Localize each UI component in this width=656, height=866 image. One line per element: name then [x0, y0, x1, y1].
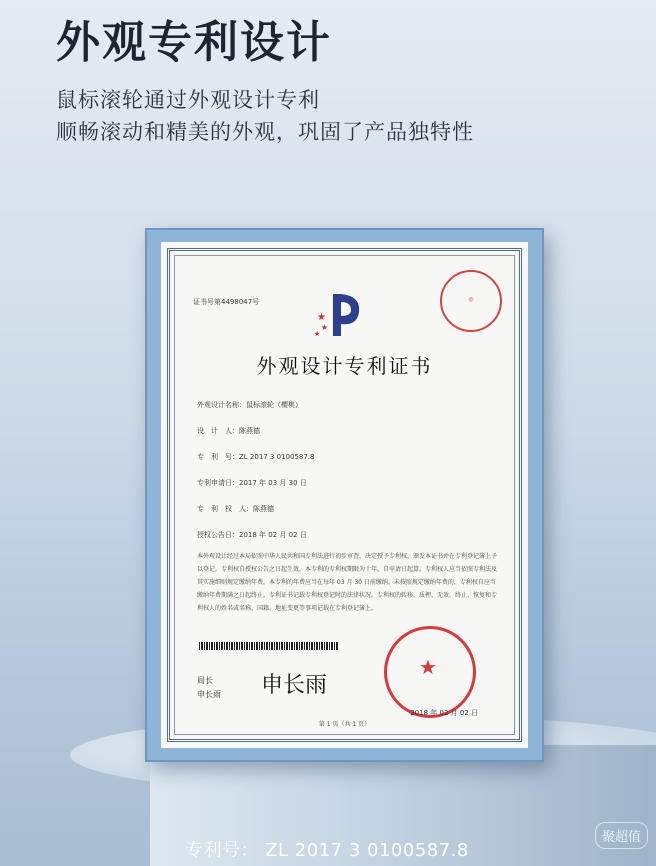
field-grant-date: 授权公告日：2018 年 02 月 02 日 [197, 531, 307, 539]
patent-office-logo-icon [311, 286, 371, 346]
certificate-title: 外观设计专利证书 [256, 354, 433, 378]
svg-text:★: ★ [314, 330, 321, 338]
cert-number: 证书号第4498047号 [193, 298, 260, 306]
field-patent-number: 专 利 号：ZL 2017 3 0100587.8 [197, 453, 315, 461]
barcode [199, 642, 339, 650]
top-seal-stamp: ◎ [440, 270, 502, 332]
seal-star-icon: ★ [419, 655, 437, 679]
patent-number-caption: 专利号： ZL 2017 3 0100587.8 [185, 840, 469, 861]
watermark-badge: 聚超值 [595, 822, 648, 849]
field-design-name: 外观设计名称：鼠标滚轮（樱桃） [197, 401, 302, 409]
svg-text:★: ★ [321, 323, 329, 332]
director-name: 申长雨 [197, 690, 221, 699]
field-application-date: 专利申请日：2017 年 03 月 30 日 [197, 479, 307, 487]
seal-date: 2018 年 02 月 02 日 [410, 709, 478, 717]
field-patentee: 专 利 权 人：陈燕德 [197, 505, 274, 513]
director-signature: 申长雨 [261, 673, 328, 698]
subtitle-line-2: 顺畅滚动和精美的外观，巩固了产品独特性 [56, 120, 474, 144]
director-block [197, 674, 221, 702]
page-title: 外观专利设计 [56, 17, 332, 68]
certificate-paper [161, 242, 528, 748]
director-title: 局长 [197, 676, 213, 685]
official-seal-stamp [384, 626, 476, 718]
subtitle-line-1: 鼠标滚轮通过外观设计专利 [56, 88, 320, 112]
certificate-frame [145, 228, 544, 762]
field-designer: 设 计 人：陈燕德 [197, 427, 260, 435]
svg-text:★: ★ [317, 312, 326, 323]
certificate-body-text: 本外观设计经过本局依照中华人民共和国专利法进行初步审查，决定授予专利权，颁发本证书并在专利登记簿上予以登记。专利权自授权公告之日起生效。本专利的专利权期限为十年，自申请日起算。专利权人应当依照专利法及其实施细则规定缴纳年费。本专利的年费应当在每年 03 月 30 日前缴纳。未按照规定缴纳年费的，专利权自应当缴纳年费期满之日起终止。专利证书记载专利权登记时的法律状况。专利权的转移、质押、无效、终止、恢复和专利权人的姓名或名称、国籍、地址变更等事项记载在专利登记簿上。 [197, 553, 498, 612]
page-number: 第 1 页（共 1 页） [318, 721, 371, 728]
